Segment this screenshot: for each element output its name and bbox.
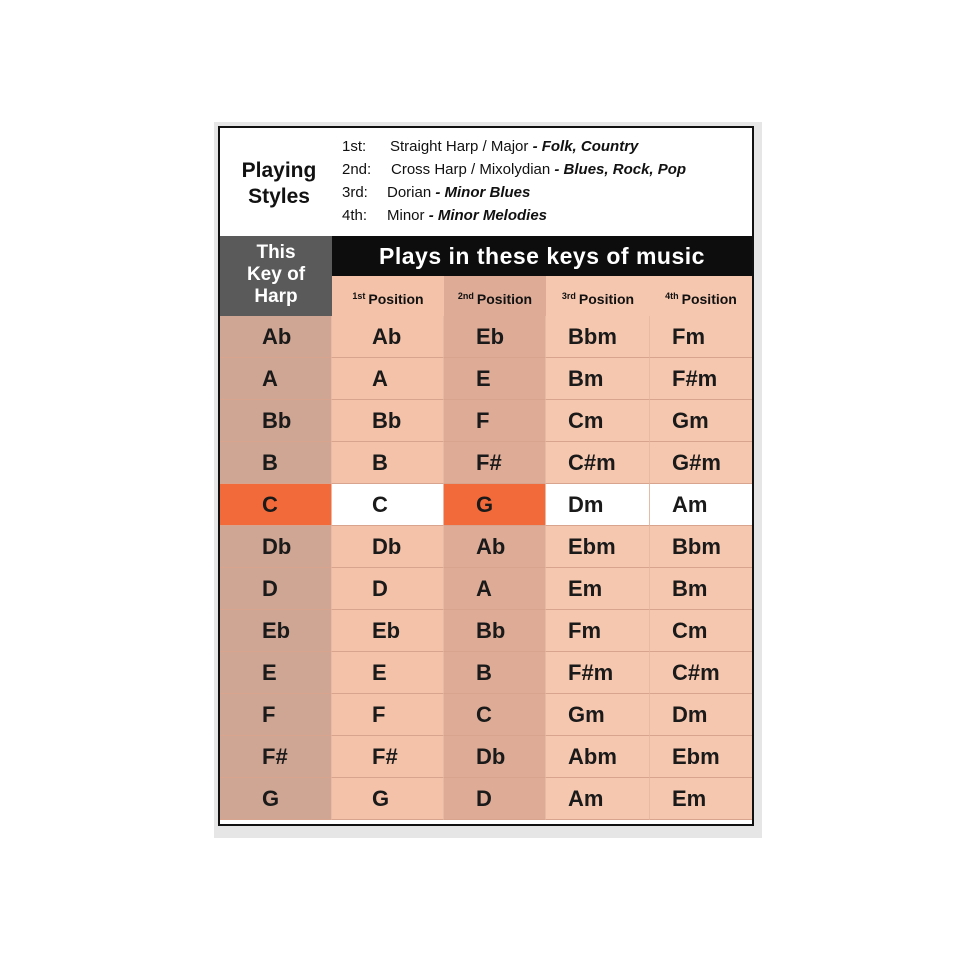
position-1-cell: E xyxy=(332,652,444,694)
style-item-desc: Cross Harp / Mixolydian xyxy=(391,161,551,178)
position-label: Position xyxy=(476,291,533,307)
playing-styles-panel xyxy=(220,128,752,236)
position-4-cell: F#m xyxy=(650,358,752,400)
harp-key-cell: Ab xyxy=(220,316,332,358)
position-2-cell: Eb xyxy=(444,316,546,358)
position-2-cell: B xyxy=(444,652,546,694)
playing-styles-title xyxy=(226,158,332,210)
position-1-cell: A xyxy=(332,358,444,400)
style-item-1 xyxy=(342,138,638,155)
harp-key-cell: F# xyxy=(220,736,332,778)
harp-key-header-line2: Key of xyxy=(246,264,306,285)
playing-styles-title-line2: Styles xyxy=(248,185,310,208)
position-3-cell: Ebm xyxy=(546,526,650,568)
position-3-cell: F#m xyxy=(546,652,650,694)
style-item-genre: - Blues, Rock, Pop xyxy=(554,161,687,178)
position-1-cell: F xyxy=(332,694,444,736)
position-1-cell: Db xyxy=(332,526,444,568)
position-1-header xyxy=(332,276,444,316)
position-1-cell: Ab xyxy=(332,316,444,358)
position-4-cell: Am xyxy=(650,484,752,526)
harp-key-cell: Eb xyxy=(220,610,332,652)
position-4-cell: C#m xyxy=(650,652,752,694)
position-label: Position xyxy=(681,291,737,307)
style-item-num: 4th: xyxy=(342,207,368,224)
harp-key-cell: Bb xyxy=(220,400,332,442)
position-3-cell: Em xyxy=(546,568,650,610)
harp-key-cell: D xyxy=(220,568,332,610)
position-2-cell: C xyxy=(444,694,546,736)
position-4-cell: Bm xyxy=(650,568,752,610)
position-ordinal: 2nd xyxy=(457,291,474,301)
position-4-cell: G#m xyxy=(650,442,752,484)
harp-key-cell: F xyxy=(220,694,332,736)
harp-key-cell: A xyxy=(220,358,332,400)
position-4-cell: Dm xyxy=(650,694,752,736)
position-3-cell: Bbm xyxy=(546,316,650,358)
harp-key-cell: G xyxy=(220,778,332,820)
position-4-cell: Ebm xyxy=(650,736,752,778)
style-item-genre: - Folk, Country xyxy=(532,138,639,155)
position-label: Position xyxy=(578,291,635,307)
position-1-cell: D xyxy=(332,568,444,610)
position-4-header xyxy=(650,276,752,316)
position-3-cell: Bm xyxy=(546,358,650,400)
position-1-cell: Bb xyxy=(332,400,444,442)
position-3-header xyxy=(546,276,650,316)
position-4-cell: Bbm xyxy=(650,526,752,568)
style-item-3 xyxy=(342,184,530,201)
plays-in-keys-header: Plays in these keys of music xyxy=(332,236,752,276)
position-1-cell: Eb xyxy=(332,610,444,652)
position-3-cell: C#m xyxy=(546,442,650,484)
style-item-desc: Minor xyxy=(387,207,425,224)
style-item-num: 3rd: xyxy=(342,184,368,201)
style-item-genre: - Minor Blues xyxy=(435,184,531,201)
position-2-cell: Ab xyxy=(444,526,546,568)
position-1-cell: F# xyxy=(332,736,444,778)
harp-key-header-line1: This xyxy=(256,242,296,263)
position-3-cell: Fm xyxy=(546,610,650,652)
playing-styles-title-line1: Playing xyxy=(241,159,317,182)
position-3-cell: Gm xyxy=(546,694,650,736)
position-3-cell: Cm xyxy=(546,400,650,442)
position-1-cell: G xyxy=(332,778,444,820)
position-2-cell: Db xyxy=(444,736,546,778)
position-2-cell: E xyxy=(444,358,546,400)
position-label: Position xyxy=(368,291,424,307)
style-item-num: 2nd: xyxy=(342,161,372,178)
harp-key-cell: B xyxy=(220,442,332,484)
harp-key-header xyxy=(220,236,332,316)
position-ordinal: 1st xyxy=(352,291,366,301)
position-2-cell: F xyxy=(444,400,546,442)
harp-key-cell: C xyxy=(220,484,332,526)
position-2-cell: G xyxy=(444,484,546,526)
position-3-cell: Abm xyxy=(546,736,650,778)
position-3-cell: Am xyxy=(546,778,650,820)
style-item-2 xyxy=(342,161,686,178)
style-item-desc: Dorian xyxy=(387,184,432,201)
position-2-header xyxy=(444,276,546,316)
style-item-genre: - Minor Melodies xyxy=(428,207,548,224)
position-2-cell: A xyxy=(444,568,546,610)
style-item-num: 1st: xyxy=(342,138,367,155)
position-2-cell: F# xyxy=(444,442,546,484)
position-4-cell: Fm xyxy=(650,316,752,358)
position-2-cell: Bb xyxy=(444,610,546,652)
position-4-cell: Em xyxy=(650,778,752,820)
position-ordinal: 3rd xyxy=(561,291,576,301)
position-2-cell: D xyxy=(444,778,546,820)
harp-key-header-line3: Harp xyxy=(254,286,298,307)
position-4-cell: Cm xyxy=(650,610,752,652)
position-3-cell: Dm xyxy=(546,484,650,526)
style-item-desc: Straight Harp / Major xyxy=(390,138,529,155)
harp-key-chart xyxy=(218,126,754,826)
position-4-cell: Gm xyxy=(650,400,752,442)
position-1-cell: B xyxy=(332,442,444,484)
position-1-cell: C xyxy=(332,484,444,526)
style-item-4 xyxy=(342,207,547,224)
position-ordinal: 4th xyxy=(665,291,679,301)
harp-key-cell: E xyxy=(220,652,332,694)
harp-key-cell: Db xyxy=(220,526,332,568)
